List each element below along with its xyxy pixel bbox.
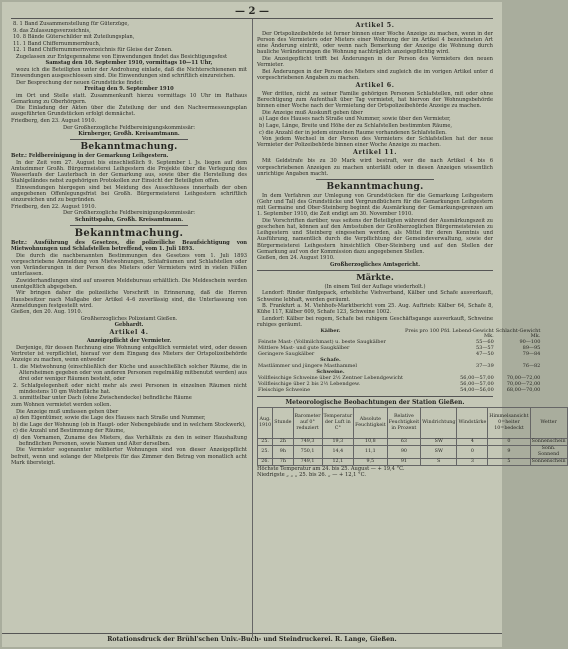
table-cell: 90 <box>387 445 421 458</box>
table-cell: 7h <box>273 458 293 465</box>
list-item: 8. 1 Band Zusammenstellung für Güterzüge, <box>13 21 130 27</box>
table-cell: 0 <box>457 445 488 458</box>
paragraph: Der Ortspolizeibehörde ist ferner binnen einer Woche Anzeige zu machen, wenn in der Person des Vermieters oder Mieters einer Wohnung der im Artikel 4 bezeichneten Art eine Änderung eintritt, oder wenn nach Bemerkung der Anzeige die Wohnung durch bauliche Veränderungen die Wohnung nachträglich anzeigepflichtig wird. <box>257 31 493 56</box>
office: Großherzogliches Polizeiamt Gießen. <box>80 315 178 322</box>
office: Der Großherzogliche Feldbereinigungskommissär: <box>62 124 196 131</box>
heading-bekanntmachung: Bekanntmachung. <box>80 142 178 153</box>
heading-meteorology: Meteorologische Beobachtungen der Station Gießen. <box>285 398 465 406</box>
office: Der Großherzogliche Feldbereinigungskommissär: <box>62 210 196 217</box>
article-list <box>11 415 247 447</box>
table-cell: 53—57 <box>476 345 494 352</box>
list-item: 10. 8 Bände Güterschilder mit Zuteilungsplan, <box>13 34 135 41</box>
column-header: Himmelsansicht 0=heiter 10=bedeckt <box>488 407 530 438</box>
left-column <box>11 19 250 637</box>
table-cell: Mittlere Mast- und gute Saugkälber <box>258 345 350 352</box>
paragraph: Lendorf: Rinder fünfgepack, erhebliche Viehverband, Kälber und Schafe ausverkauft, Schweine lebhaft, werden geräumt. <box>257 290 493 303</box>
date-line: Samstag den 10. September 1910, vormittags 10—11 Uhr, <box>45 60 213 67</box>
table-cell: Fleischige Schweine <box>258 386 311 393</box>
table-cell: Schlacht-Gewicht <box>495 327 541 334</box>
table-cell: 70,00—72,00 <box>506 380 541 387</box>
table-cell: Kälber. <box>320 327 341 334</box>
table-cell: Vollfleischige über 2 bis 2½ Lebendgew. <box>258 380 361 387</box>
divider <box>70 139 188 140</box>
paragraph: Die Vermieter sogenannter möblierter Wohnungen sind von dieser Anzeigepflicht befreit, wenn und solange der Mietpreis für das Zimmer den Betrag von monatlich acht Mark übersteigt. <box>11 447 247 466</box>
table-cell: 70,00—72,00 <box>506 374 541 381</box>
column-header: Temperatur der Luft in C° <box>322 407 354 438</box>
table-cell: 25. <box>258 445 273 458</box>
column-header: Absolute Feuchtigkeit <box>354 407 388 438</box>
paragraph: B. Frankfurt a. M. Viehhofs-Marktbericht vom 25. Aug. Auftrieb: Kälber 64, Schafe 8, Kühe 117, Kälber 609, Schafe 123, Schweine 1002. <box>257 303 493 316</box>
paragraph: Derjenige, für dessen Rechnung eine Wohnung entgeltlich vermietet wird, oder dessen Vertreter ist verpflichtet, hierauf vor dem Eingang des Mieters der Ortspolizeibehörde Anzeige zu machen, wenn entweder <box>11 345 247 364</box>
heading-bekanntmachung: Bekanntmachung. <box>74 227 184 239</box>
paragraph: Einwendungen hiergegen sind bei Meidung des Ausschlusses innerhalb der oben angegebenen Offenlegungsfrist bei Großh. Bürgermeisterei Leihgestern schriftlich einzureichen und zu begründen. <box>11 184 247 204</box>
table-cell: 3 <box>457 458 488 465</box>
table-cell: 11,1 <box>354 445 388 458</box>
document-list <box>11 21 247 53</box>
column-header: Windstärke <box>457 407 488 438</box>
divider <box>257 396 493 397</box>
heading-maerkte: Märkte. <box>356 272 394 283</box>
paragraph: Zuwiderhandlungen sind auf unseren Meldebureau erhältlich. Die Meldeschein werden unentgeltlich abgegeben. <box>11 277 247 290</box>
paragraph: Die Anzeige muß umfassen gehen über <box>16 408 119 415</box>
table-cell: 9h <box>273 445 293 458</box>
signature: Gebhardt. <box>114 322 144 329</box>
dateline: Gießen, den 20. Aug. 1910. <box>11 309 83 316</box>
list-item: c) die Anzahl der in jedem einzelnen Raume vorhandenen Schlafstellen. <box>259 129 447 136</box>
table-cell: 76—82 <box>522 363 541 369</box>
table-cell: 47—50 <box>476 351 494 358</box>
table-cell: 19,3 <box>322 438 354 445</box>
list-item: 3. unmittelbar unter Dach (ohne Zwischendecke) befindliche Räume <box>13 395 192 402</box>
paragraph: Bei Änderungen in der Person des Mieters sind zugleich die im vorigen Artikel unter d vorgeschriebenen Angaben zu machen. <box>257 68 493 81</box>
table-cell: 749,1 <box>293 458 322 465</box>
table-cell: Sonnenschein <box>531 438 566 444</box>
subject-line: Betr.: Feldbereinigung in der Gemarkung Leihgestern. <box>11 153 169 160</box>
paragraph: Zugelassen zur Entgegennahme von Einwendungen findet das Besichtigungsfest <box>16 53 228 60</box>
table-cell: 2h <box>273 438 293 445</box>
table-cell: 91 <box>387 458 421 465</box>
table-cell: Mastlämmer und jüngere Masthammel <box>258 363 357 369</box>
paragraph: Die Anzeige muß Auskunft geben über <box>262 109 363 116</box>
max-temperature: Höchste Temperatur am 24. bis 25. August — + 19,4 °C. <box>257 465 405 472</box>
table-cell: SW <box>421 438 457 445</box>
list-item: 9. das Zulassungsverzeichnis, <box>13 27 91 34</box>
table-cell: S <box>421 458 457 465</box>
table-cell: Schafe. <box>320 357 341 364</box>
heading-artikel-4: Artikel 4. <box>109 329 149 337</box>
paragraph: Wir bringen daher die polizeiliche Vorschrift in Erinnerung, daß die Herren Hausbesitzer nach Maßgabe der Artikel 4–6 zuverlässig sind, die Unterlassung von Anmeldungen festgestellt wird. <box>11 290 247 309</box>
table-cell: Mk. <box>484 333 494 340</box>
table-cell: 90—100 <box>519 339 541 346</box>
divider <box>70 225 188 226</box>
table-cell: Geringere Saugkälber <box>258 351 315 358</box>
office: Großherzogliches Amtsgericht. <box>329 261 421 268</box>
min-temperature: Niedrigste „ „ „ 25. bis 26. „ — + 12,1 °C. <box>257 472 367 479</box>
table-cell: Schweine. <box>316 368 345 375</box>
table-cell: 54,00—56,00 <box>460 386 494 393</box>
table-cell: 37—39 <box>476 363 494 369</box>
table-cell: 56,00—57,00 <box>460 380 494 387</box>
list-item: b) Lage, Länge, Breite und Höhe der zu Schlafstellen bestimmten Räume, <box>259 122 452 129</box>
table-cell: 9 <box>488 445 530 458</box>
table-cell: 12,1 <box>322 458 354 465</box>
signature: Schnittspahn, Großh. Kreisamtmann. <box>74 216 184 223</box>
column-header: Windrichtung <box>421 407 457 438</box>
paragraph: Von jedem Wechsel in der Person des Vermieters der Schlafstellen hat der neue Vermieter der Polizeibehörde binnen einer Woche Anzeige zu machen. <box>257 136 493 149</box>
table-cell: 89—95 <box>522 345 541 352</box>
table-cell: Feinste Mast- (Vollmilchmast) u. beste Saugkälber <box>258 339 386 346</box>
article-subtitle: Anzeigepflicht der Vermieter. <box>86 338 172 345</box>
markets-note: (In einem Teil der Auflage wiederholt.) <box>324 283 426 290</box>
list-item: 11. 1 Band Chiffernummernbuch, <box>13 40 101 47</box>
list-item: a) den Eigentümer, sowie die Lage des Hauses nach Straße und Nummer, <box>13 415 206 422</box>
dateline: Friedberg, den 23. August 1910. <box>11 118 97 125</box>
heading-bekanntmachung: Bekanntmachung. <box>326 181 424 192</box>
paragraph: wozu ich die Beteiligten unter der Androhung einlade, daß die Nichterschienenen mit Einwendungen ausgeschlossen sind. Die Einwendungen sind schriftlich einzureichen. <box>11 66 247 79</box>
list-item: d) den Vornamen, Zuname des Mieters, das Verhältnis zu den in seiner Haushaltung befindlichen Personen, sowie Namen und Alter derselben. <box>13 434 247 447</box>
paragraph: zum Wohnen vermietet werden sollen. <box>11 402 112 408</box>
table-cell: 750,1 <box>293 445 322 458</box>
date-line: Freitag den 9. September 1910 <box>84 86 174 93</box>
table-cell: 4 <box>457 438 488 445</box>
paragraph: Mit Geldstrafe bis zu 30 Mark wird bestraft, wer die nach Artikel 4 bis 6 vorgeschriebenen Anzeigen zu machen unterläßt oder in diesen Anzeigen wissentlich unrichtige Angaben macht. <box>257 158 493 177</box>
list-item: 1. die Mietwohnung (einschließlich der Küche und ausschließlich solcher Räume, die in Altersheimen gegeben oder von anderen Personen regelmäßig mitbenutzt werden) aus drei oder weniger Räumen besteht, oder <box>13 363 247 383</box>
table-cell: 79—84 <box>522 351 541 358</box>
article-list <box>11 364 247 402</box>
subject-line: Betr.: Ausführung des Gesetzes, die polizeiliche Beaufsichtigung von Mietwohnungen und Schlafstellen betreffend, vom 1. Juli 1893. <box>11 239 247 253</box>
paragraph: Die Einladung der Akten über die Zuteilung der und den Nachvermessungsplan ausgeführten Grundstücken erfolgt demnächst. <box>11 105 247 118</box>
heading-artikel-5: Artikel 5. <box>355 22 395 29</box>
table-cell: 56,00—57,00 <box>460 374 494 381</box>
printer-imprint: Rotationsdruck der Brühl'schen Univ.-Buch- und Steindruckerei. R. Lange, Gießen. <box>2 633 502 646</box>
signature: Kirnberger, Großh. Kreisamtmann. <box>78 131 180 138</box>
table-cell: Mk. <box>530 333 541 340</box>
column-header: Wetter <box>530 407 567 438</box>
table-cell: 749,3 <box>293 438 322 445</box>
paragraph: Der Besprechung der neuen Grundstücke findet: <box>16 79 144 86</box>
table-cell: Vollfleischige Schweine über 2½ Zentner Lebendgewicht <box>258 374 403 381</box>
table-cell: 5 <box>488 458 530 465</box>
column-header: Aug. 1910 <box>258 407 273 438</box>
heading-artikel-11: Artikel 11. <box>352 149 397 157</box>
table-row <box>258 438 568 445</box>
dateline: Friedberg, den 22. August 1910. <box>11 203 97 210</box>
table-header-row <box>258 407 568 438</box>
newspaper-page <box>2 2 566 647</box>
article-list <box>257 116 493 135</box>
table-cell: Preis pro 100 Pfd. Lebend-Gewicht <box>404 327 494 334</box>
paragraph: Die durch die nachbenannten Bestimmungen des Gesetzes vom 1. Juli 1893 vorgeschriebene Anmeldung von Mietwohnungen, Schlafräumen und Schlafstellen oder von Veränderungen in der Person des Mieters oder Vermieters wird in vielen Fällen unterlassen. <box>11 252 247 278</box>
table-cell: 14,4 <box>322 445 354 458</box>
paragraph: Lendorf: Kälber bei regem, Schafe bei ruhigem Geschäftsgange ausverkauft, Schweine ruhiges geräumt. <box>257 315 493 329</box>
paragraph: In der Zeit vom 27. August bis einschließlich 9. September l. Js. liegen auf dem Amtszimmer Großh. Bürgermeisterei Leihgestern die Projekte über die Verlegung des Wasserlaufs der Lauterbach in der Gemarkung aus, sowie über die Herstellung des Stahlgeländes nebst zugehörigen Protokollen zur Einsicht der Beteiligten offen. <box>11 159 247 185</box>
paragraph: im Ort und Stelle statt. Zusammenkunft hierzu vormittags 10 Uhr im Rathaus Gemarkung zu Oberhörgern. <box>11 92 247 105</box>
list-item: b) die Lage der Wohnung (ob in Haupt- oder Nebengebäude und in welchem Stockwerk), <box>13 421 246 428</box>
divider <box>316 179 434 180</box>
table-cell: 9,5 <box>354 458 388 465</box>
column-header: Relative Feuchtigkeit in Prozent <box>387 407 421 438</box>
column-header: Stunde <box>273 407 293 438</box>
table-cell: Sonn. Sonnend <box>530 445 567 458</box>
table-cell: SW <box>421 445 457 458</box>
paragraph: Die Vorschriften darüber, was seitens der Beteiligten während der Ausmärkungszeit zu geschehen hat, können auf den Amtsstuben der Großherzoglichen Bürgermeistereien zu Leihgestern und Steinberg eingesehen werden, als Mittel für deren Kenntnis und Ausführung, namentlich durch die Verpflichtung der Gemeindeverwaltung, sowie der Bürgermeisterei Leihgestern hinsichtlich Ober-Steinberg und auf den Stellen der Gemarkung auf von der Kommission dazu angegebenen Stellen. <box>257 217 493 255</box>
table-cell: 10,8 <box>354 438 388 445</box>
column-header: Barometer auf 0° reduziert <box>293 407 322 438</box>
list-item: a) Lage des Hauses nach Straße und Nummer, sowie über den Vermieter, <box>259 116 451 123</box>
table-row <box>258 458 568 465</box>
heading-artikel-6: Artikel 6. <box>355 82 395 90</box>
divider <box>257 270 493 271</box>
table-row <box>258 445 568 458</box>
paragraph: Die Anzeigepflicht trifft bei Änderungen in der Person des Vermieters den neuen Vermieter. <box>257 56 493 69</box>
list-item: 2. Schlafgelegenheit oder nicht mehr als zwei Personen in einzelnen Räumen nicht mindestens 10 qm Wohnfläche hat. <box>13 382 247 395</box>
table-cell: 68,00—70,00 <box>506 386 541 393</box>
table-row <box>257 388 541 394</box>
dateline: Gießen, den 24. August 1910. <box>257 255 335 262</box>
list-item: c) die Anzahl und Bestimmung der Räume, <box>13 428 125 435</box>
table-cell: 55—60 <box>476 339 494 346</box>
table-cell: 25. <box>258 438 273 445</box>
paragraph: In dem Verfahren zur Umlegung von Grundstücken für die Gemarkung Leihgestern (Gehr und Tal) des Grundstücke und Vergrundbüchern für die Gemarkungen Leihgestern mit Germaine und Ober-Steinberg beginnt die Ausmärkung der Gemarkungsgrenzen am 1. September 1910, die Zeit endigt am 30. November 1910. <box>257 192 493 218</box>
columns <box>11 18 566 637</box>
right-column <box>252 19 566 637</box>
table-cell: Sonnenschein <box>531 458 566 464</box>
table-cell: 26. <box>258 458 273 465</box>
table-cell: 0 <box>488 438 530 445</box>
paragraph: Wer dritten, nicht zu seiner Familie gehörigen Personen Schlafstellen, mit oder ohne Berechtigung zum Aufenthalt über Tag vermietet, hat hiervon der Wohnungsbehörde binnen einer Woche nach der Vermietung der Ortspolizeibehörde Anzeige zu machen. <box>257 91 493 110</box>
price-table <box>257 329 541 394</box>
page-number: — 2 — <box>235 6 269 17</box>
weather-table <box>257 407 568 466</box>
list-item: 12. 1 Band Chiffernummernverzeichnis für Gleise der Zonen. <box>13 47 173 54</box>
table-cell: 63 <box>387 438 421 445</box>
